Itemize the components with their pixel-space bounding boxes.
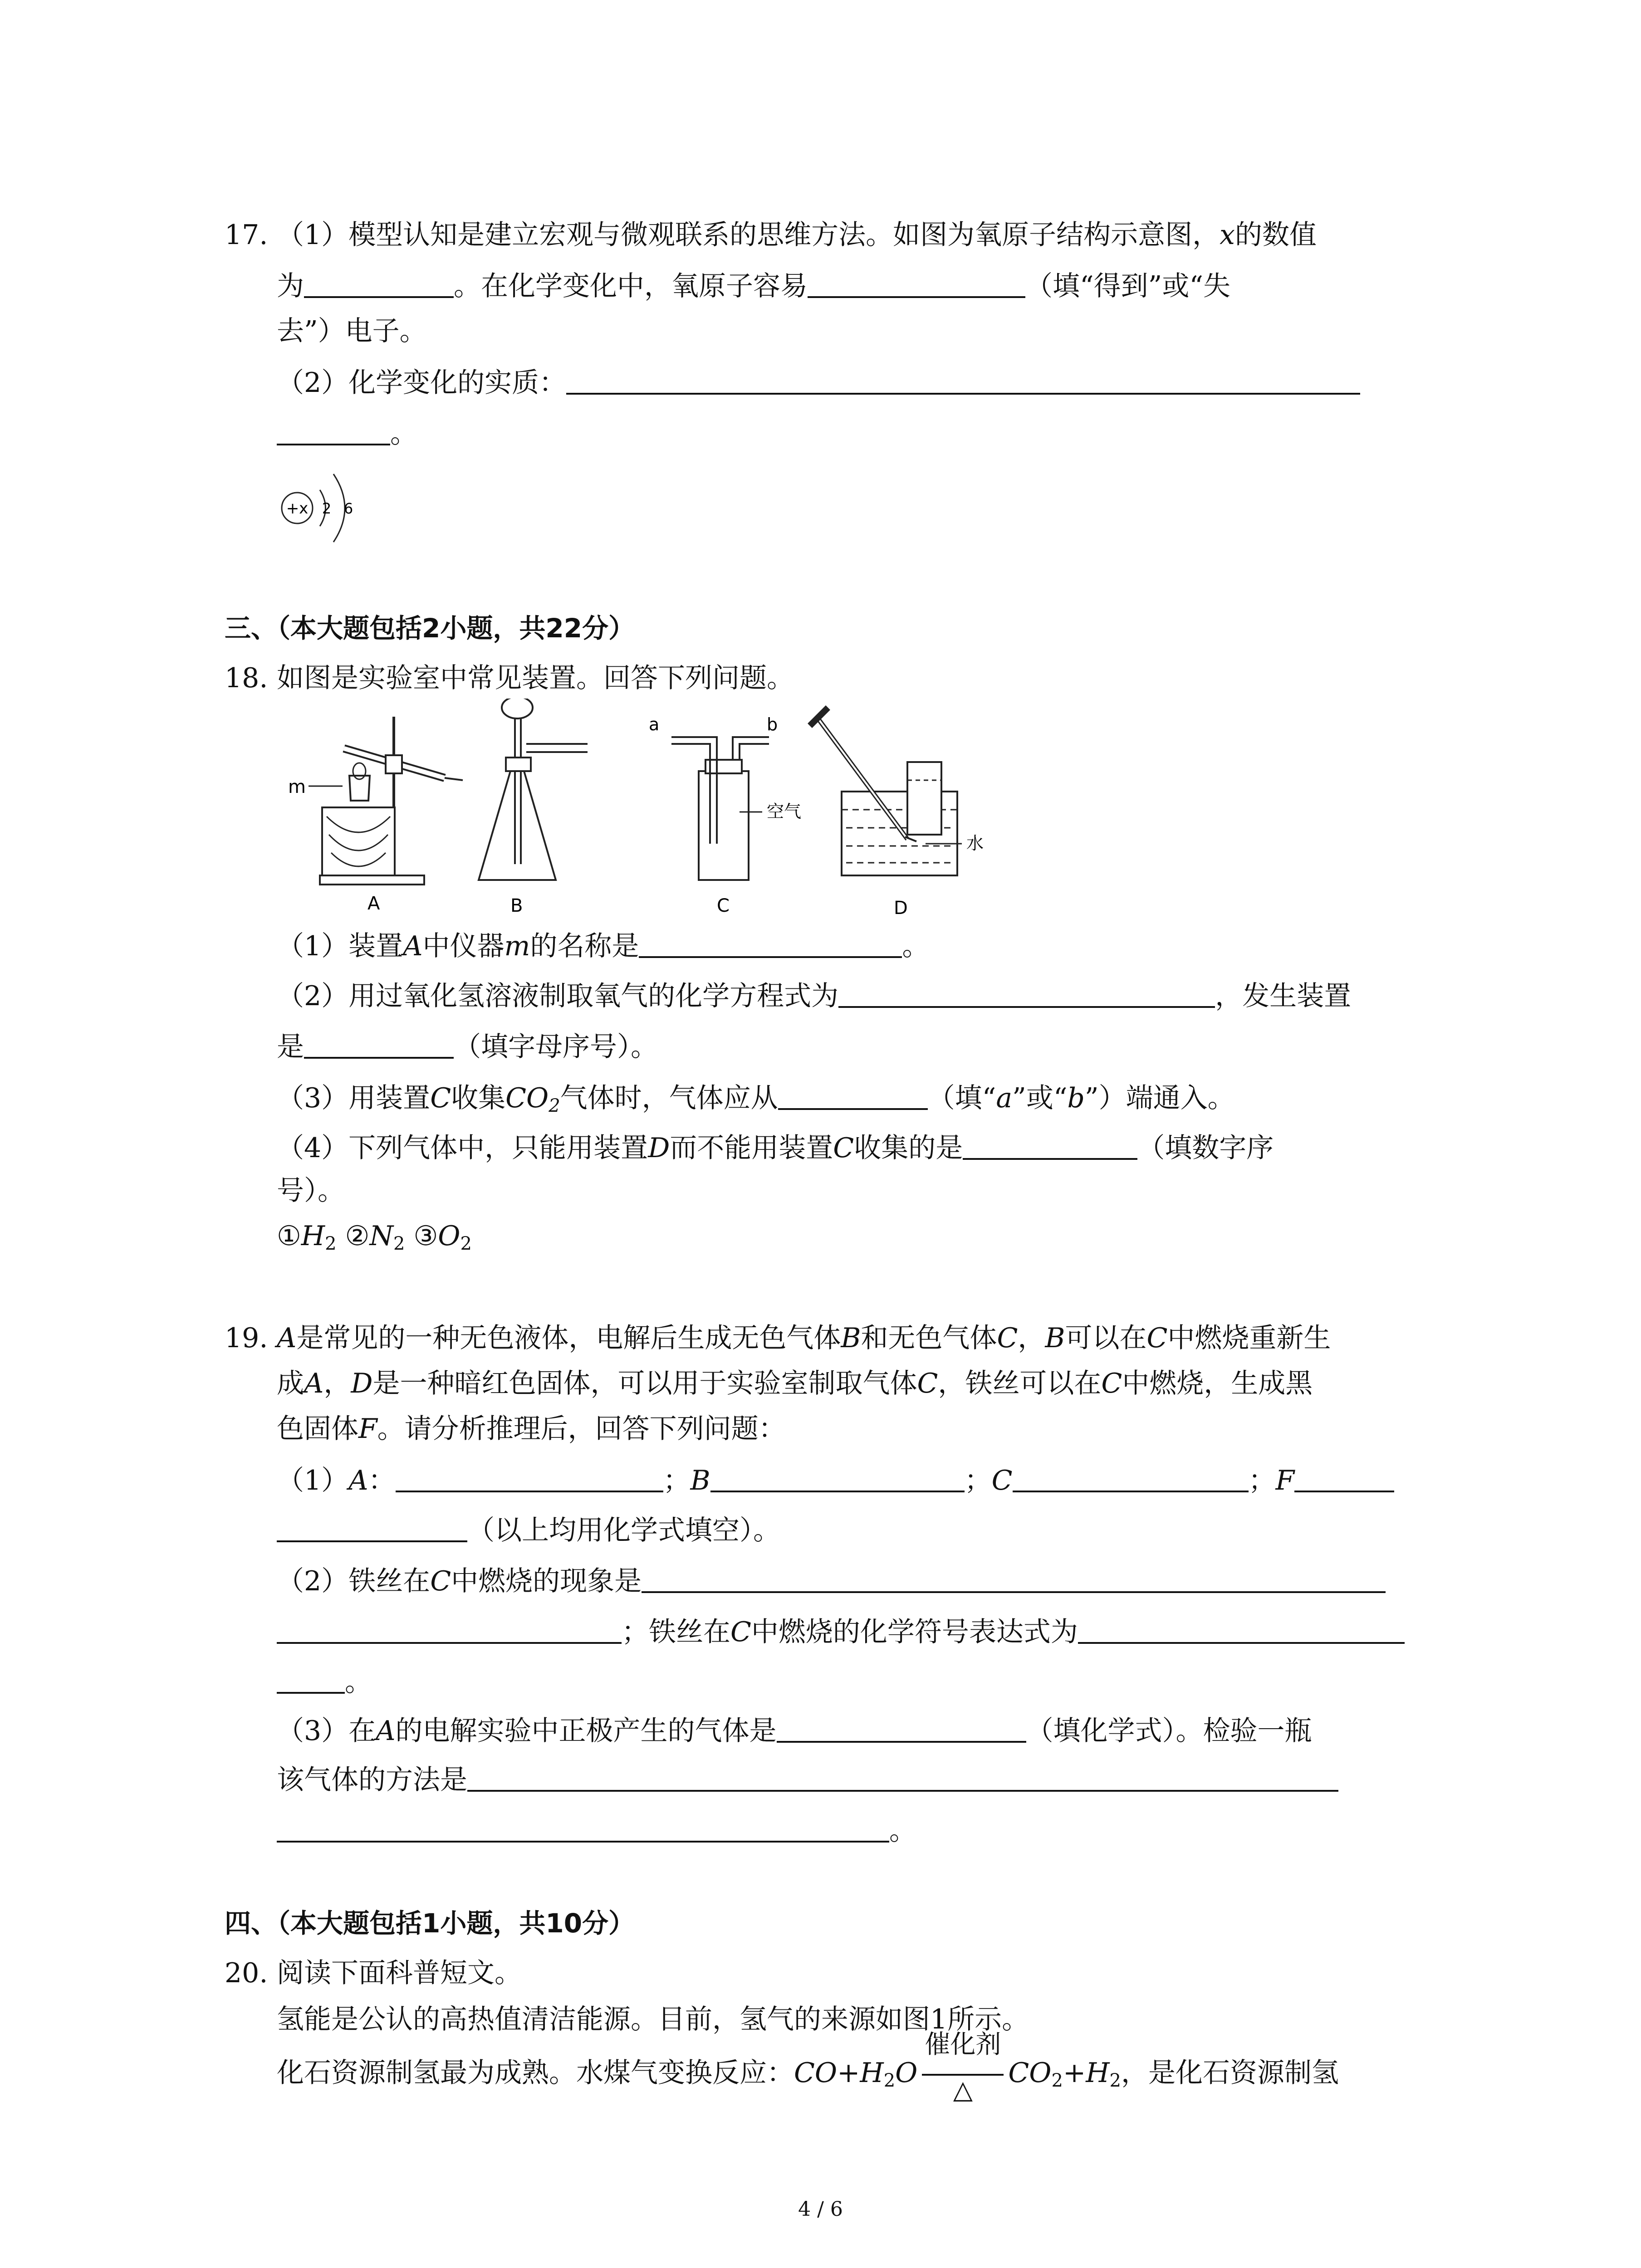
q20-line3: 化石资源制氢最为成熟。水煤气变换反应：$CO+H_2O$ 催化剂 △ $CO_2+H_2$，是化石资源制氢 <box>277 2055 1339 2091</box>
answer-blank[interactable] <box>642 1560 1386 1593</box>
q19-part2: （2）铁丝在C中燃烧的现象是 <box>277 1560 1386 1599</box>
q17-line5: 。 <box>277 413 417 452</box>
shell1-electrons: 2 <box>322 500 332 517</box>
apparatus-b <box>479 699 588 916</box>
section-3-title: 三、（本大题包括2小题，共22分） <box>225 613 635 644</box>
q17-line2: 为 。在化学变化中，氧原子容易 （填“得到”或“失 <box>277 265 1230 304</box>
page-number: 4 / 6 <box>798 2198 843 2221</box>
label-port-a: a <box>649 714 660 734</box>
q18-part1: （1）装置A中仪器m的名称是 。 <box>277 925 929 964</box>
reaction-condition <box>917 2030 1008 2105</box>
q17-line1: 17. （1）模型认知是建立宏观与微观联系的思维方法。如图为氧原子结构示意图，x的数值 <box>225 217 1317 253</box>
apparatus-a <box>288 717 463 914</box>
apparatus-c <box>649 714 801 916</box>
answer-blank[interactable] <box>639 925 902 958</box>
answer-blank[interactable] <box>838 975 1215 1008</box>
label-water: 水 <box>966 833 984 853</box>
lab-apparatus-figure <box>272 699 1021 921</box>
q18-part4: （4）下列气体中，只能用装置D而不能用装置C收集的是 （填数字序 <box>277 1127 1274 1166</box>
answer-blank[interactable] <box>277 1810 889 1843</box>
answer-blank[interactable] <box>808 265 1025 298</box>
q19-line3: 色固体F。请分析推理后，回答下列问题： <box>277 1413 786 1445</box>
heat-symbol: △ <box>953 2075 973 2105</box>
q19-part3-end: 。 <box>277 1810 916 1849</box>
nucleus-charge: +x <box>286 499 309 518</box>
oxygen-atom-diagram <box>277 454 377 562</box>
answer-blank[interactable] <box>396 1460 663 1492</box>
section-4-title: 四、（本大题包括1小题，共10分） <box>225 1908 635 1939</box>
q18-options: $①H_2$ $②N_2$ $③O_2$ <box>277 1220 472 1254</box>
answer-blank[interactable] <box>277 1661 345 1694</box>
q17-line4: （2）化学变化的实质： <box>277 362 1360 401</box>
q19-part2-end: 。 <box>277 1661 372 1700</box>
q19-line2: 成A，D是一种暗红色固体，可以用于实验室制取气体C，铁丝可以在C中燃烧，生成黑 <box>277 1368 1313 1399</box>
apparatus-d <box>810 708 984 919</box>
label-m: m <box>288 777 306 797</box>
answer-blank[interactable] <box>778 1077 928 1110</box>
question-number: 20. <box>225 1957 268 1989</box>
q20-line2: 氢能是公认的高热值清洁能源。目前，氢气的来源如图1所示。 <box>277 2004 1029 2035</box>
question-number: 17. <box>225 219 268 251</box>
question-number: 18. <box>225 662 268 694</box>
label-air: 空气 <box>767 802 802 821</box>
label-d: D <box>894 898 908 919</box>
label-a: A <box>367 893 380 914</box>
q17-line3: 去”）电子。 <box>277 315 427 347</box>
q20-line1: 20. 阅读下面科普短文。 <box>225 1955 522 1991</box>
question-number: 19. <box>225 1322 268 1354</box>
q19-line1: 19. A是常见的一种无色液体，电解后生成无色气体B和无色气体C，B可以在C中燃烧重新生 <box>225 1320 1331 1356</box>
q19-part3: （3）在A的电解实验中正极产生的气体是 （填化学式）。检验一瓶 <box>277 1710 1312 1749</box>
answer-blank[interactable] <box>304 265 454 298</box>
q19-part3-cont: 该气体的方法是 <box>277 1759 1338 1798</box>
catalyst-label: 催化剂 <box>925 2030 1001 2059</box>
answer-blank[interactable] <box>1078 1611 1405 1644</box>
q19-part1-cont: （以上均用化学式填空）。 <box>277 1510 780 1549</box>
answer-blank[interactable] <box>777 1710 1026 1743</box>
answer-blank[interactable] <box>467 1759 1338 1792</box>
q18-part3: （3）用装置C收集$CO_2$气体时，气体应从 （填“a”或“b”）端通入。 <box>277 1077 1235 1116</box>
q19-part2-cont: ；铁丝在C中燃烧的化学符号表达式为 <box>277 1611 1405 1650</box>
q18-part2: （2）用过氧化氢溶液制取氧气的化学方程式为 ，发生装置 <box>277 975 1351 1014</box>
answer-blank[interactable] <box>304 1026 454 1059</box>
q18-part2-cont: 是 （填字母序号）。 <box>277 1026 658 1065</box>
answer-blank[interactable] <box>277 1611 622 1644</box>
answer-blank[interactable] <box>566 362 1360 395</box>
shell2-electrons: 6 <box>343 500 353 517</box>
label-port-b: b <box>767 714 778 734</box>
answer-blank[interactable] <box>1294 1460 1394 1492</box>
answer-blank[interactable] <box>277 1510 467 1542</box>
label-c: C <box>717 895 730 916</box>
electron-shell-2 <box>333 474 345 542</box>
label-b: B <box>510 895 523 916</box>
answer-blank[interactable] <box>1013 1460 1249 1492</box>
answer-blank[interactable] <box>277 413 390 445</box>
q18-intro: 18. 如图是实验室中常见装置。回答下列问题。 <box>225 660 794 696</box>
answer-blank[interactable] <box>710 1460 965 1492</box>
q18-part4-cont: 号）。 <box>277 1175 345 1207</box>
answer-blank[interactable] <box>963 1127 1137 1160</box>
q19-part1: （1）A： ；B ；C ；F <box>277 1460 1394 1499</box>
